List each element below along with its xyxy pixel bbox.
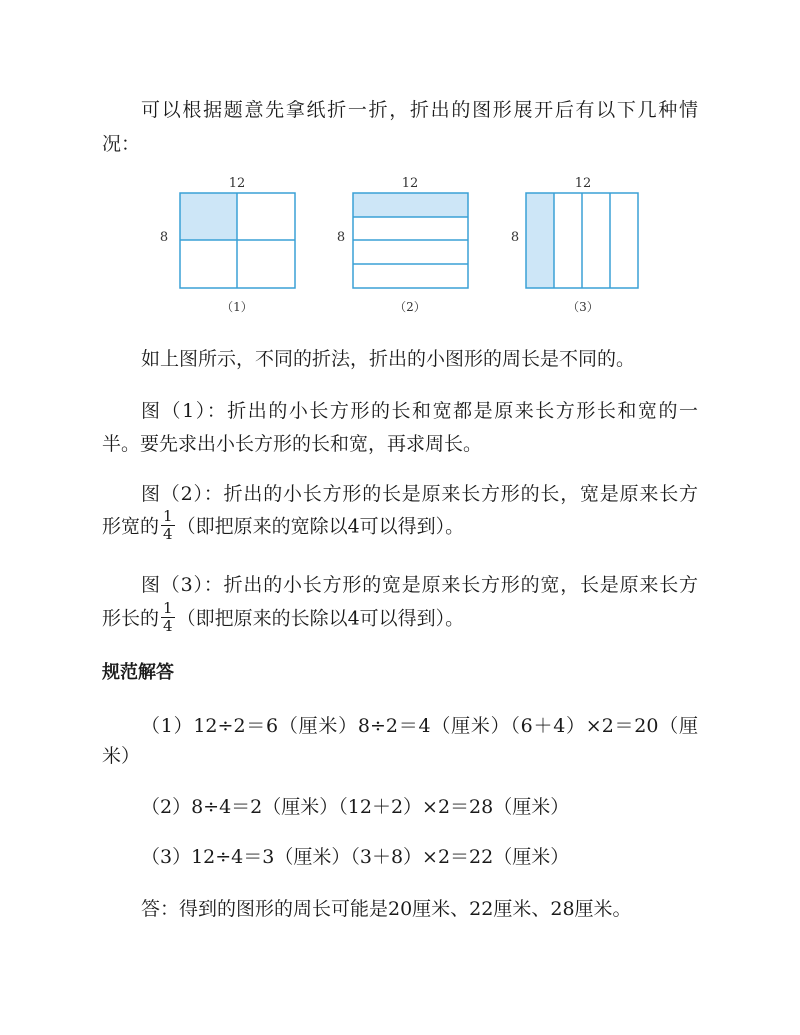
solution-step-2: （2）8÷4＝2（厘米）（12＋2）×2＝28（厘米） [141,796,570,818]
analysis-p4-pre: 形长的 [102,607,160,630]
analysis-p2-line-1: 图（1）：折出的小长方形的长和宽都是原来长方形长和宽的一 [141,400,698,422]
figure-1 [160,176,295,314]
solution-step-1-line-2: 米） [102,745,141,767]
figure-3-side-label: 8 [510,230,520,245]
analysis-p3-post: （即把原来的宽除以4可以得到）。 [176,515,465,538]
folding-diagrams [150,168,670,328]
figure-2-caption: （2） [394,300,426,314]
fraction-numerator: 1 [163,599,173,617]
intro-line-2: 况： [102,133,141,155]
intro-line-1: 可以根据题意先拿纸折一折，折出的图形展开后有以下几种情 [141,99,698,121]
figure-3-top-label: 12 [574,176,592,191]
figure-1-side-label: 8 [159,230,169,245]
analysis-p1: 如上图所示，不同的折法，折出的小图形的周长是不同的。 [141,348,636,370]
figure-3-shaded-part [526,193,554,288]
analysis-p3-pre: 形宽的 [102,515,160,538]
analysis-p4-line-2 [102,599,465,637]
figure-2 [337,176,468,314]
figure-1-top-label: 12 [228,176,246,191]
solution-step-3: （3）12÷4＝3（厘米）（3＋8）×2＝22（厘米） [141,846,570,868]
fraction-numerator: 1 [163,507,173,525]
solution-answer: 答：得到的图形的周长可能是20厘米、22厘米、28厘米。 [141,898,632,920]
analysis-p4-line-1: 图（3）：折出的小长方形的宽是原来长方形的宽，长是原来长方 [141,574,698,596]
figure-1-shaded-part [180,193,237,240]
figure-1-caption: （1） [221,300,253,314]
fraction-one-quarter [161,508,175,543]
fraction-denominator: 4 [163,525,173,543]
fraction-one-quarter [161,600,175,635]
figure-2-side-label: 8 [336,230,346,245]
fraction-denominator: 4 [163,617,173,635]
analysis-p3-line-2 [102,507,465,545]
figure-2-shaded-part [353,193,468,217]
analysis-p3-line-1: 图（2）：折出的小长方形的长是原来长方形的长，宽是原来长方 [141,483,698,505]
solution-step-1-line-1: （1）12÷2＝6（厘米）8÷2＝4（厘米）（6＋4）×2＝20（厘 [141,715,698,737]
analysis-p4-post: （即把原来的长除以4可以得到）。 [176,607,465,630]
solution-heading: 规范解答 [102,662,174,683]
figure-3 [511,176,638,314]
analysis-p2-line-2: 半。要先求出小长方形的长和宽，再求周长。 [102,433,483,455]
figure-2-top-label: 12 [401,176,419,191]
figure-3-caption: （3） [567,300,599,314]
